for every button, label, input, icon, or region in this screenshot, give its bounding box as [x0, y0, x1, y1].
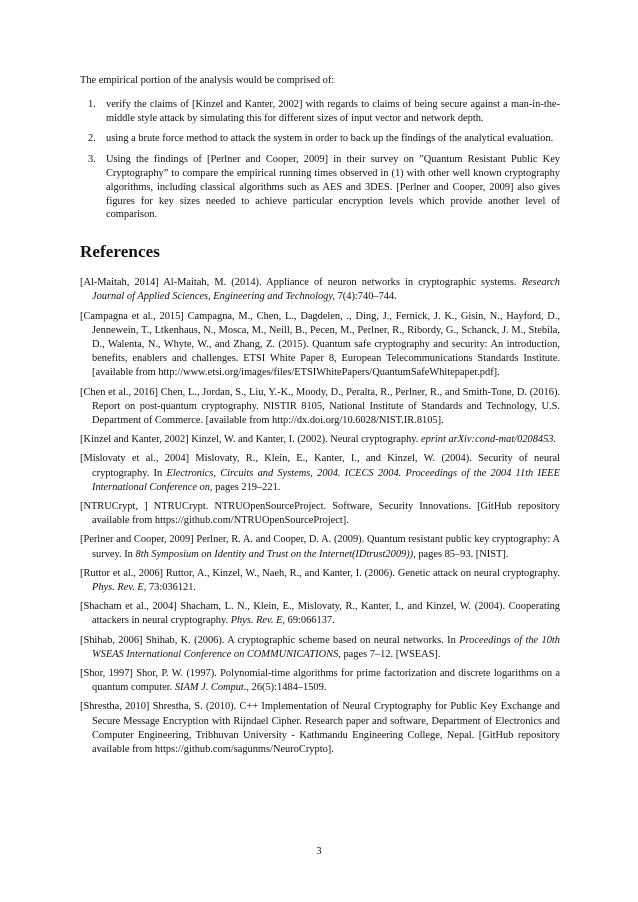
list-item [80, 132, 560, 146]
reference-venue: Phys. Rev. E, [230, 615, 286, 627]
reference-venue: Research Journal of Applied Sciences, Engineering and Technology, [92, 277, 560, 303]
reference-text: Campagna, M., Chen, L., Dagdelen, ., Ding, J., Fernick, J. K., Gisin, N., Hayford, D., Jennewein, T., Ltkenhaus, N., Mosca, M., Neill, B., Pecen, M., Perlner, R., Ribordy, G., Schanck, J. M., Stebila, D., Walenta, N., Whyte, W., and Zhang, Z. (2015). Quantum safe cryptography and security: An introduction, benefits, enablers and challenges. ETSI White Paper 8, European Telecommunications Standards Institute. [available from http://www.etsi.org/images/files/ETSIWhitePapers/QuantumSafeWhitepaper.pdf]. [92, 310, 560, 379]
reference-entry [80, 500, 560, 528]
list-item-text: Using the findings of [Perlner and Cooper, 2009] in their survey on ”Quantum Resistant Public Key Cryptography” to compare the empirical running times observed in (1) with other well known cryptography algorithms, including classical algorithms such as AES and 3DES. [Perlner and Cooper, 2009] also gives figures for key sizes needed to achieve particular encryption levels which provide another level of comparison. [106, 154, 560, 221]
reference-entry [80, 634, 560, 662]
reference-pages: pages 7–12. [WSEAS]. [343, 648, 441, 660]
reference-entry [80, 567, 560, 595]
reference-text: Mislovaty, R., Klein, E., Kanter, I., and Kinzel, W. (2004). Security of neural cryptography. In [92, 453, 560, 479]
findings-list [80, 98, 560, 222]
reference-label: [Shihab, 2006] [80, 634, 143, 646]
reference-pages: 7(4):740–744. [337, 291, 397, 303]
reference-entry [80, 276, 560, 304]
reference-label: [Ruttor et al., 2006] [80, 567, 163, 579]
reference-label: [Kinzel and Kanter, 2002] [80, 434, 189, 446]
reference-venue: Proceedings of the 10th WSEAS International Conference on COMMUNICATIONS, [92, 634, 560, 660]
reference-label: [Chen et al., 2016] [80, 386, 159, 398]
reference-label: [Mislovaty et al., 2004] [80, 453, 190, 465]
page-content [80, 74, 560, 762]
reference-pages: 26(5):1484–1509. [251, 682, 327, 694]
reference-text: Shacham, L. N., Klein, E., Mislovaty, R., Kanter, I., and Kinzel, W. (2004). Cooperating attackers in neural cryptography. [92, 601, 560, 627]
list-item-number: 3. [88, 154, 96, 166]
reference-text: Shihab, K. (2006). A cryptographic scheme based on neural networks. In [145, 634, 456, 646]
list-item-text: verify the claims of [Kinzel and Kanter, 2002] with regards to claims of being secure against a man-in-the-middle style attack by simulating this for different sizes of input vector and network depth. [106, 98, 560, 124]
reference-entry [80, 600, 560, 628]
reference-label: [Shor, 1997] [80, 668, 133, 680]
reference-pages: 69:066137. [287, 615, 335, 627]
reference-venue: eprint arXiv:cond-mat/0208453. [421, 434, 557, 446]
reference-venue: Electronics, Circuits and Systems, 2004. ICECS 2004. Proceedings of the 2004 11th IEEE International Conference on, [92, 467, 560, 493]
intro-paragraph: The empirical portion of the analysis would be comprised of: [80, 75, 335, 86]
reference-label: [Al-Maitah, 2014] [80, 277, 159, 289]
reference-entry [80, 667, 560, 695]
reference-text: Kinzel, W. and Kanter, I. (2002). Neural cryptography. [191, 434, 419, 446]
reference-text: Chen, L., Jordan, S., Liu, Y.-K., Moody, D., Peralta, R., Perlner, R., and Smith-Tone, D. (2016). Report on post-quantum cryptography. NISTIR 8105, National Institute of Standards and Technology, U.S. Department of Commerce. [available from http://dx.doi.org/10.6028/NIST.IR.8105]. [92, 386, 560, 426]
reference-pages: 73:036121. [148, 582, 197, 594]
reference-text: Ruttor, A., Kinzel, W., Naeh, R., and Kanter, I. (2006). Genetic attack on neural cryptography. [165, 567, 560, 579]
reference-entry [80, 310, 560, 381]
reference-label: [Shacham et al., 2004] [80, 601, 177, 613]
reference-entry [80, 700, 560, 757]
reference-text: Shor, P. W. (1997). Polynomial-time algorithms for prime factorization and discrete logarithms on a quantum computer. [92, 668, 560, 694]
list-item-number: 2. [88, 133, 96, 145]
references-heading: References [80, 242, 160, 262]
list-item-number: 1. [88, 98, 96, 110]
reference-venue: Phys. Rev. E, [92, 582, 147, 594]
reference-label: [Shrestha, 2010] [80, 701, 150, 713]
list-item [80, 98, 560, 126]
reference-text: Perlner, R. A. and Cooper, D. A. (2009). Quantum resistant public key cryptography: A survey. In [92, 534, 560, 560]
reference-text: Al-Maitah, M. (2014). Appliance of neuron networks in cryptographic systems. [163, 277, 517, 289]
page-number: 3 [316, 846, 322, 857]
reference-text: NTRUCrypt. NTRUOpenSourceProject. Software, Security Innovations. [GitHub repository available from https://github.com/NTRUOpenSourceProject]. [92, 501, 560, 527]
reference-pages: pages 219–221. [215, 481, 281, 493]
references-list [80, 276, 560, 757]
reference-venue: 8th Symposium on Identity and Trust on the Internet(IDtrust2009)), [135, 548, 416, 560]
reference-label: [NTRUCrypt, ] [80, 501, 148, 513]
reference-label: [Perlner and Cooper, 2009] [80, 534, 194, 546]
reference-text: Shrestha, S. (2010). C++ Implementation of Neural Cryptography for Public Key Exchange and Secure Message Encryption with Rijndael Cipher. Research paper and software, Department of Electronics and Computer Engineering, Tribhuvan University - Kathmandu Engineering College, Nepal. [GitHub repository available from https://github.com/sagunms/NeuroCrypto]. [92, 701, 560, 756]
reference-entry [80, 533, 560, 561]
list-item-text: using a brute force method to attack the system in order to back up the findings of the analytical evaluation. [106, 133, 554, 145]
reference-entry [80, 433, 560, 447]
reference-entry [80, 386, 560, 429]
reference-label: [Campagna et al., 2015] [80, 310, 184, 322]
reference-venue: SIAM J. Comput., [174, 682, 250, 694]
reference-entry [80, 452, 560, 495]
list-item [80, 153, 560, 222]
reference-pages: pages 85–93. [NIST]. [418, 548, 509, 560]
